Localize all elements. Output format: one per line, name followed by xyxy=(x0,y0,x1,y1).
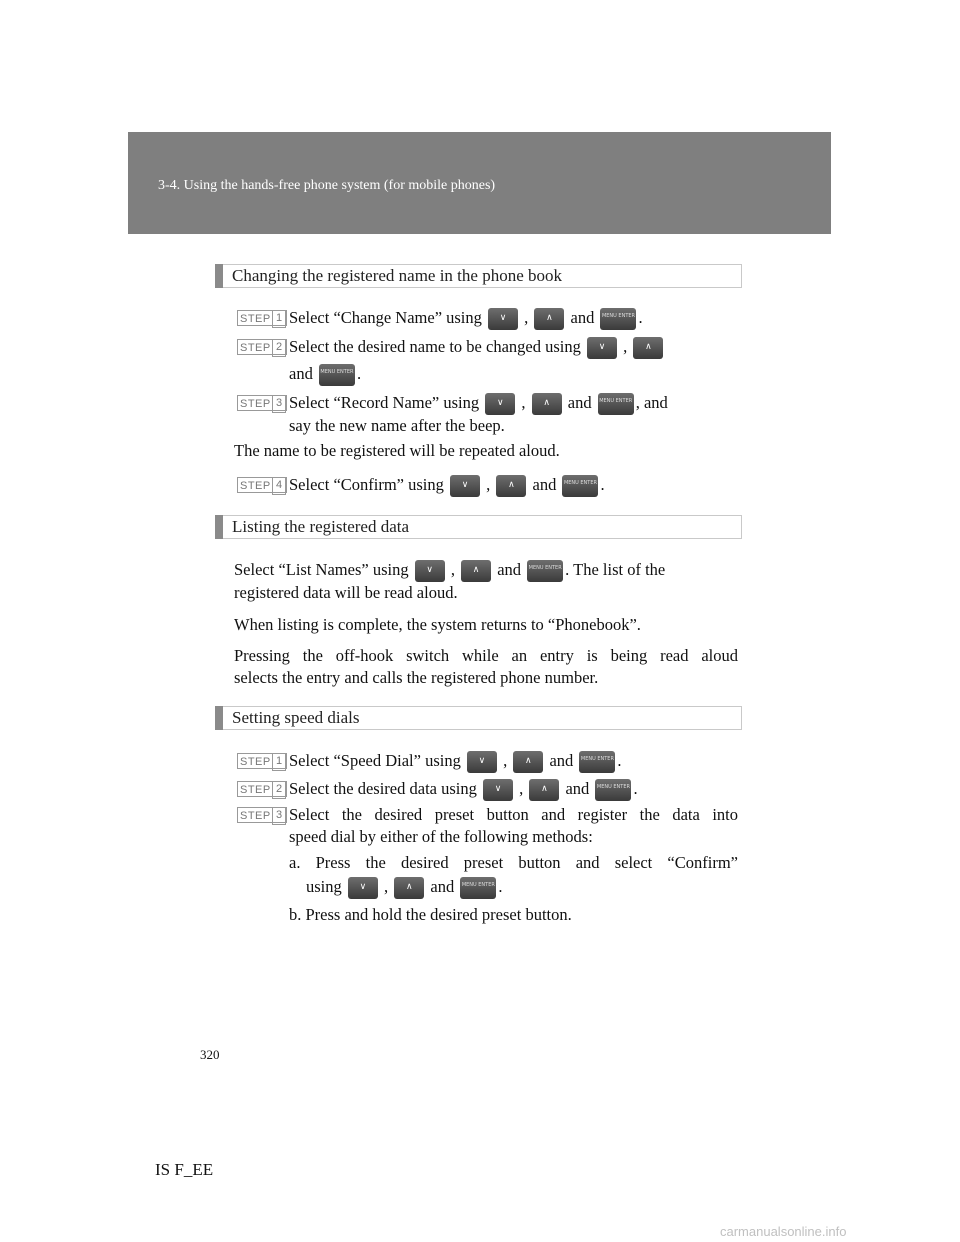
chevron-up-icon: ∧ xyxy=(496,475,526,497)
chevron-up-icon: ∧ xyxy=(633,337,663,359)
paragraph: When listing is complete, the system returns to “Phonebook”. xyxy=(234,615,641,634)
menu-enter-icon: MENU ENTER xyxy=(527,560,563,582)
chevron-down-icon: ∨ xyxy=(587,337,617,359)
paragraph-continued: registered data will be read aloud. xyxy=(234,583,458,602)
menu-enter-icon: MENU ENTER xyxy=(562,475,598,497)
chevron-down-icon: ∨ xyxy=(450,475,480,497)
chevron-up-icon: ∧ xyxy=(532,393,562,415)
chevron-up-icon: ∧ xyxy=(394,877,424,899)
step-text: Select “Speed Dial” using ∨ , ∧ and MENU ENTER . xyxy=(289,751,622,773)
chapter-header xyxy=(128,132,831,234)
chevron-down-icon: ∨ xyxy=(467,751,497,773)
step-badge: STEP 1 xyxy=(237,310,287,326)
paragraph: Pressing the off-hook switch while an entry is being read aloud xyxy=(234,646,738,665)
page-number: 320 xyxy=(200,1047,220,1062)
menu-enter-icon: MENU ENTER xyxy=(579,751,615,773)
manual-code: IS F_EE xyxy=(155,1160,214,1179)
menu-enter-icon: MENU ENTER xyxy=(319,364,355,386)
step-text-continued: and MENU ENTER . xyxy=(289,364,361,386)
section-title: Setting speed dials xyxy=(232,708,360,727)
chevron-down-icon: ∨ xyxy=(488,308,518,330)
note-text: The name to be registered will be repeated aloud. xyxy=(234,441,560,460)
step-text: Select the desired data using ∨ , ∧ and MENU ENTER . xyxy=(289,779,638,801)
step-badge: STEP 2 xyxy=(237,781,287,797)
chevron-down-icon: ∨ xyxy=(483,779,513,801)
section-title: Listing the registered data xyxy=(232,517,410,536)
paragraph: Select “List Names” using ∨ , ∧ and MENU ENTER . The list of the xyxy=(234,560,665,582)
step-badge: STEP 2 xyxy=(237,339,287,355)
chevron-up-icon: ∧ xyxy=(529,779,559,801)
chevron-down-icon: ∨ xyxy=(348,877,378,899)
step-text-continued: speed dial by either of the following methods: xyxy=(289,827,593,846)
step-text: Select the desired name to be changed using ∨ , ∧ xyxy=(289,337,665,359)
method-a: a. Press the desired preset button and select “Confirm” xyxy=(289,853,738,872)
method-a-continued: using ∨ , ∧ and MENU ENTER . xyxy=(306,877,502,899)
menu-enter-icon: MENU ENTER xyxy=(598,393,634,415)
watermark: carmanualsonline.info xyxy=(720,1224,847,1239)
method-b: b. Press and hold the desired preset button. xyxy=(289,905,572,924)
menu-enter-icon: MENU ENTER xyxy=(600,308,636,330)
step-badge: STEP 4 xyxy=(237,477,287,493)
step-text: Select “Change Name” using ∨ , ∧ and MENU ENTER . xyxy=(289,308,643,330)
paragraph-continued: selects the entry and calls the registered phone number. xyxy=(234,668,599,687)
step-badge: STEP 3 xyxy=(237,807,287,823)
step-badge: STEP 1 xyxy=(237,753,287,769)
chevron-down-icon: ∨ xyxy=(415,560,445,582)
chevron-up-icon: ∧ xyxy=(513,751,543,773)
chapter-title: 3-4. Using the hands-free phone system (for mobile phones) xyxy=(158,178,496,193)
menu-enter-icon: MENU ENTER xyxy=(460,877,496,899)
step-text: Select “Confirm” using ∨ , ∧ and MENU ENTER . xyxy=(289,475,605,497)
chevron-up-icon: ∧ xyxy=(534,308,564,330)
step-badge: STEP 3 xyxy=(237,395,287,411)
section-heading-speed-dials xyxy=(215,706,742,730)
chevron-down-icon: ∨ xyxy=(485,393,515,415)
section-heading-change-name xyxy=(215,264,742,288)
menu-enter-icon: MENU ENTER xyxy=(595,779,631,801)
step-text: Select the desired preset button and register the data into xyxy=(289,805,738,824)
step-text-continued: say the new name after the beep. xyxy=(289,416,505,435)
chevron-up-icon: ∧ xyxy=(461,560,491,582)
section-title: Changing the registered name in the phone book xyxy=(232,266,562,285)
section-heading-listing xyxy=(215,515,742,539)
step-text: Select “Record Name” using ∨ , ∧ and MENU ENTER , and xyxy=(289,393,668,415)
